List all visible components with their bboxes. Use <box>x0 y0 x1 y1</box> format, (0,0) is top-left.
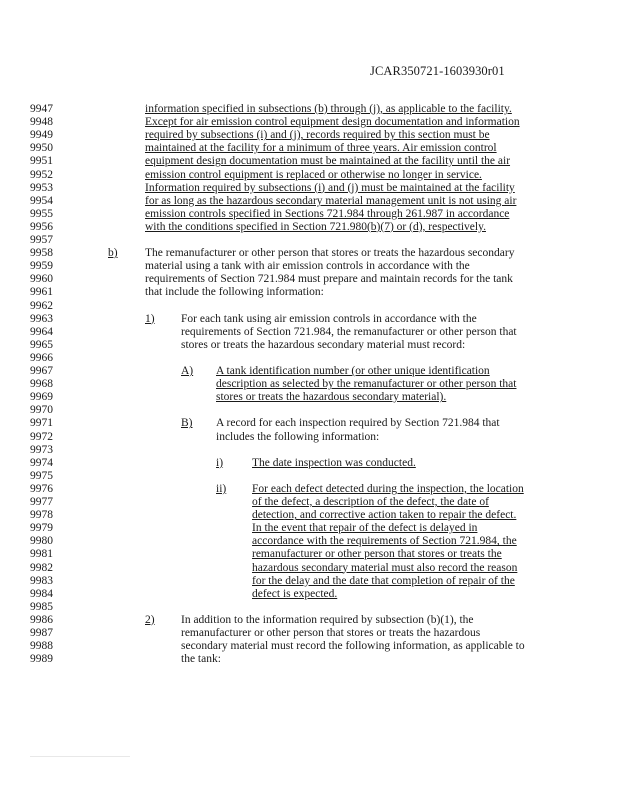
line-number: 9961 <box>30 286 53 299</box>
line-text: The remanufacturer or other person that stores or treats the hazardous secondary <box>145 247 515 260</box>
line-number: 9959 <box>30 260 53 273</box>
line-number: 9979 <box>30 522 53 535</box>
line-text: requirements of Section 721.984 must prepare and maintain records for the tank <box>145 273 513 286</box>
line-text: hazardous secondary material must also record the reason <box>252 561 518 574</box>
subsection-label: i) <box>216 456 224 469</box>
line-number: 9972 <box>30 430 53 443</box>
line-number: 9962 <box>30 299 53 312</box>
line-text: maintained at the facility for a minimum of three years. Air emission control <box>145 142 497 155</box>
subsection-label: 1) <box>145 312 155 325</box>
line-number: 9966 <box>30 351 53 364</box>
line-number: 9971 <box>30 417 53 430</box>
line-number: 9968 <box>30 378 53 391</box>
line-text: remanufacturer or other person that stores or treats the <box>252 548 502 561</box>
line-text: with the conditions specified in Section 721.980(b)(7) or (d), respectively. <box>145 220 486 233</box>
line-number: 9973 <box>30 443 53 456</box>
line-number: 9964 <box>30 325 53 338</box>
line-number: 9977 <box>30 496 53 508</box>
line-number: 9978 <box>30 509 53 522</box>
line-number: 9970 <box>30 404 53 417</box>
line-number: 9958 <box>30 247 53 260</box>
line-number: 9987 <box>30 627 53 639</box>
line-number: 9975 <box>30 469 53 482</box>
line-text: for the delay and the date that completion of repair of the <box>252 574 515 587</box>
line-number: 9947 <box>30 103 53 115</box>
line-text: In addition to the information required by subsection (b)(1), the <box>181 613 474 626</box>
line-number: 9985 <box>30 600 53 613</box>
line-text: equipment design documentation must be maintained at the facility until the air <box>145 155 511 168</box>
line-text: remanufacturer or other person that stores or treats the hazardous <box>181 627 481 639</box>
line-text: In the event that repair of the defect is delayed in <box>252 522 478 535</box>
line-text: The date inspection was conducted. <box>252 456 416 469</box>
line-text: material using a tank with air emission controls in accordance with the <box>145 260 470 273</box>
line-text: emission control equipment is replaced or otherwise no longer in service. <box>145 168 482 181</box>
line-text: description as selected by the remanufacturer or other person that <box>216 378 517 391</box>
line-text: includes the following information: <box>216 430 380 443</box>
line-text: stores or treats the hazardous secondary material must record: <box>181 338 466 351</box>
line-number: 9982 <box>30 561 53 574</box>
line-number: 9953 <box>30 181 53 194</box>
line-number: 9957 <box>30 234 53 246</box>
line-text: for as long as the hazardous secondary material management unit is not using air <box>145 194 517 207</box>
line-number: 9963 <box>30 312 53 325</box>
line-number: 9960 <box>30 273 53 286</box>
line-text: Information required by subsections (i) and (j) must be maintained at the facility <box>145 181 515 194</box>
line-text: A record for each inspection required by Section 721.984 that <box>216 417 500 430</box>
footer-rule <box>30 756 130 757</box>
line-number: 9976 <box>30 482 53 495</box>
line-text: information specified in subsections (b) through (j), as applicable to the facility. <box>145 103 512 115</box>
document-id: JCAR350721-1603930r01 <box>370 64 505 78</box>
line-text: emission controls specified in Sections 721.984 through 261.987 in accordance <box>145 207 510 220</box>
line-text: For each defect detected during the inspection, the location <box>252 482 524 495</box>
line-number: 9969 <box>30 391 53 404</box>
line-text: defect is expected. <box>252 587 338 600</box>
line-number: 9952 <box>30 168 53 181</box>
line-number: 9974 <box>30 456 53 469</box>
line-text: accordance with the requirements of Section 721.984, the <box>252 535 517 548</box>
line-number: 9986 <box>30 613 53 626</box>
line-text: of the defect, a description of the defect, the date of <box>252 496 489 508</box>
subsection-label: 2) <box>145 613 155 626</box>
line-text: detection, and corrective action taken to repair the defect. <box>252 509 517 522</box>
subsection-label: b) <box>108 247 118 260</box>
line-number: 9948 <box>30 116 53 129</box>
line-number: 9980 <box>30 535 53 548</box>
line-number: 9965 <box>30 338 53 351</box>
line-number: 9984 <box>30 587 53 600</box>
line-number: 9967 <box>30 365 53 377</box>
line-number: 9989 <box>30 653 53 666</box>
line-number: 9951 <box>30 155 53 168</box>
line-text: the tank: <box>181 653 221 666</box>
line-number: 9981 <box>30 548 53 561</box>
line-text: required by subsections (i) and (j), records required by this section must be <box>145 129 490 142</box>
line-number: 9949 <box>30 129 53 142</box>
subsection-label: A) <box>181 365 194 377</box>
line-text: Except for air emission control equipment design documentation and information <box>145 116 520 129</box>
line-text: secondary material must record the following information, as applicable to <box>181 640 525 653</box>
line-number: 9956 <box>30 220 53 233</box>
line-text: stores or treats the hazardous secondary material). <box>216 391 447 404</box>
subsection-label: ii) <box>216 482 227 495</box>
subsection-label: B) <box>181 417 193 430</box>
line-number: 9983 <box>30 574 53 587</box>
line-number: 9950 <box>30 142 53 155</box>
line-text: that include the following information: <box>145 286 324 299</box>
line-number: 9955 <box>30 207 53 220</box>
line-text: requirements of Section 721.984, the remanufacturer or other person that <box>181 325 517 338</box>
line-number: 9988 <box>30 640 53 653</box>
line-number: 9954 <box>30 194 53 207</box>
line-text: A tank identification number (or other unique identification <box>216 365 490 377</box>
line-text: For each tank using air emission controls in accordance with the <box>181 312 477 325</box>
